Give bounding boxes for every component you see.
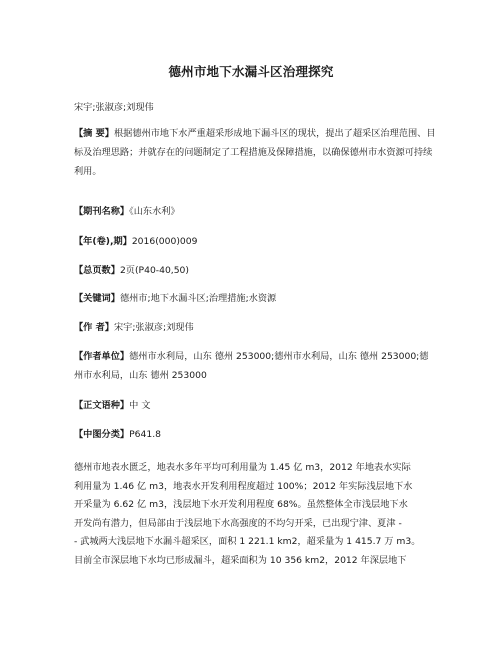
body-line: 目前全市深层地下水均已形成漏斗，超采面积为 10 356 km2，2012 年深层地下 (74, 554, 407, 566)
abstract-text: 根据德州市地下水严重超采形成地下漏斗区的现状，提出了超采区治理范围、目标及治理思路；并就存在的问题制定了工程措施及保障措施，以确保德州市水资源可持续利用。 (74, 128, 436, 177)
author-label: 【作 者】 (74, 322, 114, 333)
body-line: 开发尚有潜力，但局部由于浅层地下水高强度的不均匀开采，已出现宁津、夏津 - (74, 517, 402, 529)
body-paragraph (74, 459, 436, 570)
journal-field (74, 202, 436, 221)
abstract-label: 【摘 要】 (74, 128, 114, 139)
language-field (74, 396, 436, 415)
keywords-label: 【关键词】 (74, 293, 120, 304)
keywords-field (74, 289, 436, 308)
affiliation-value: 德州市水利局，山东 德州 253000;德州市水利局，山东 德州 253000;德州市水利局，山东 德州 253000 (74, 351, 429, 381)
body-line: 开采量为 6.62 亿 m3，浅层地下水开发利用程度 68%。虽然整体全市浅层地下水 (74, 499, 408, 510)
journal-value: 《山东水利》 (129, 206, 180, 217)
year-issue-field (74, 232, 436, 251)
language-label: 【正文语种】 (74, 400, 130, 411)
pages-field (74, 261, 436, 280)
affiliation-label: 【作者单位】 (74, 351, 130, 362)
classification-value: P641.8 (129, 429, 161, 440)
document-title: 德州市地下水漏斗区治理探究 (168, 64, 334, 79)
journal-label: 【期刊名称】 (74, 206, 130, 217)
author-line: 宋宇;张淑彦;刘现伟 (74, 102, 154, 113)
author-value: 宋宇;张淑彦;刘现伟 (113, 322, 194, 333)
year-issue-label: 【年(卷),期】 (74, 236, 132, 247)
body-line: 德州市地表水匮乏，地表水多年平均可利用量为 1.45 亿 m3，2012 年地表水实际 (74, 462, 411, 473)
abstract-section (74, 124, 436, 181)
body-line: - 武城两大浅层地下水漏斗超采区，面积 1 221.1 km2，超采量为 1 415.7 万 m3。 (74, 536, 421, 547)
classification-field (74, 425, 436, 444)
pages-label: 【总页数】 (74, 265, 120, 276)
pages-value: 2页(P40-40,50) (119, 265, 189, 276)
classification-label: 【中图分类】 (74, 429, 130, 440)
affiliation-field (74, 347, 436, 385)
language-value: 中 文 (129, 400, 151, 411)
body-line: 利用量为 1.46 亿 m3，地表水开发利用程度超过 100%；2012 年实际浅层地下水 (74, 480, 413, 492)
year-issue-value: 2016(000)009 (131, 236, 198, 247)
keywords-value: 德州市;地下水漏斗区;治理措施;水资源 (119, 293, 277, 304)
author-field (74, 318, 436, 337)
